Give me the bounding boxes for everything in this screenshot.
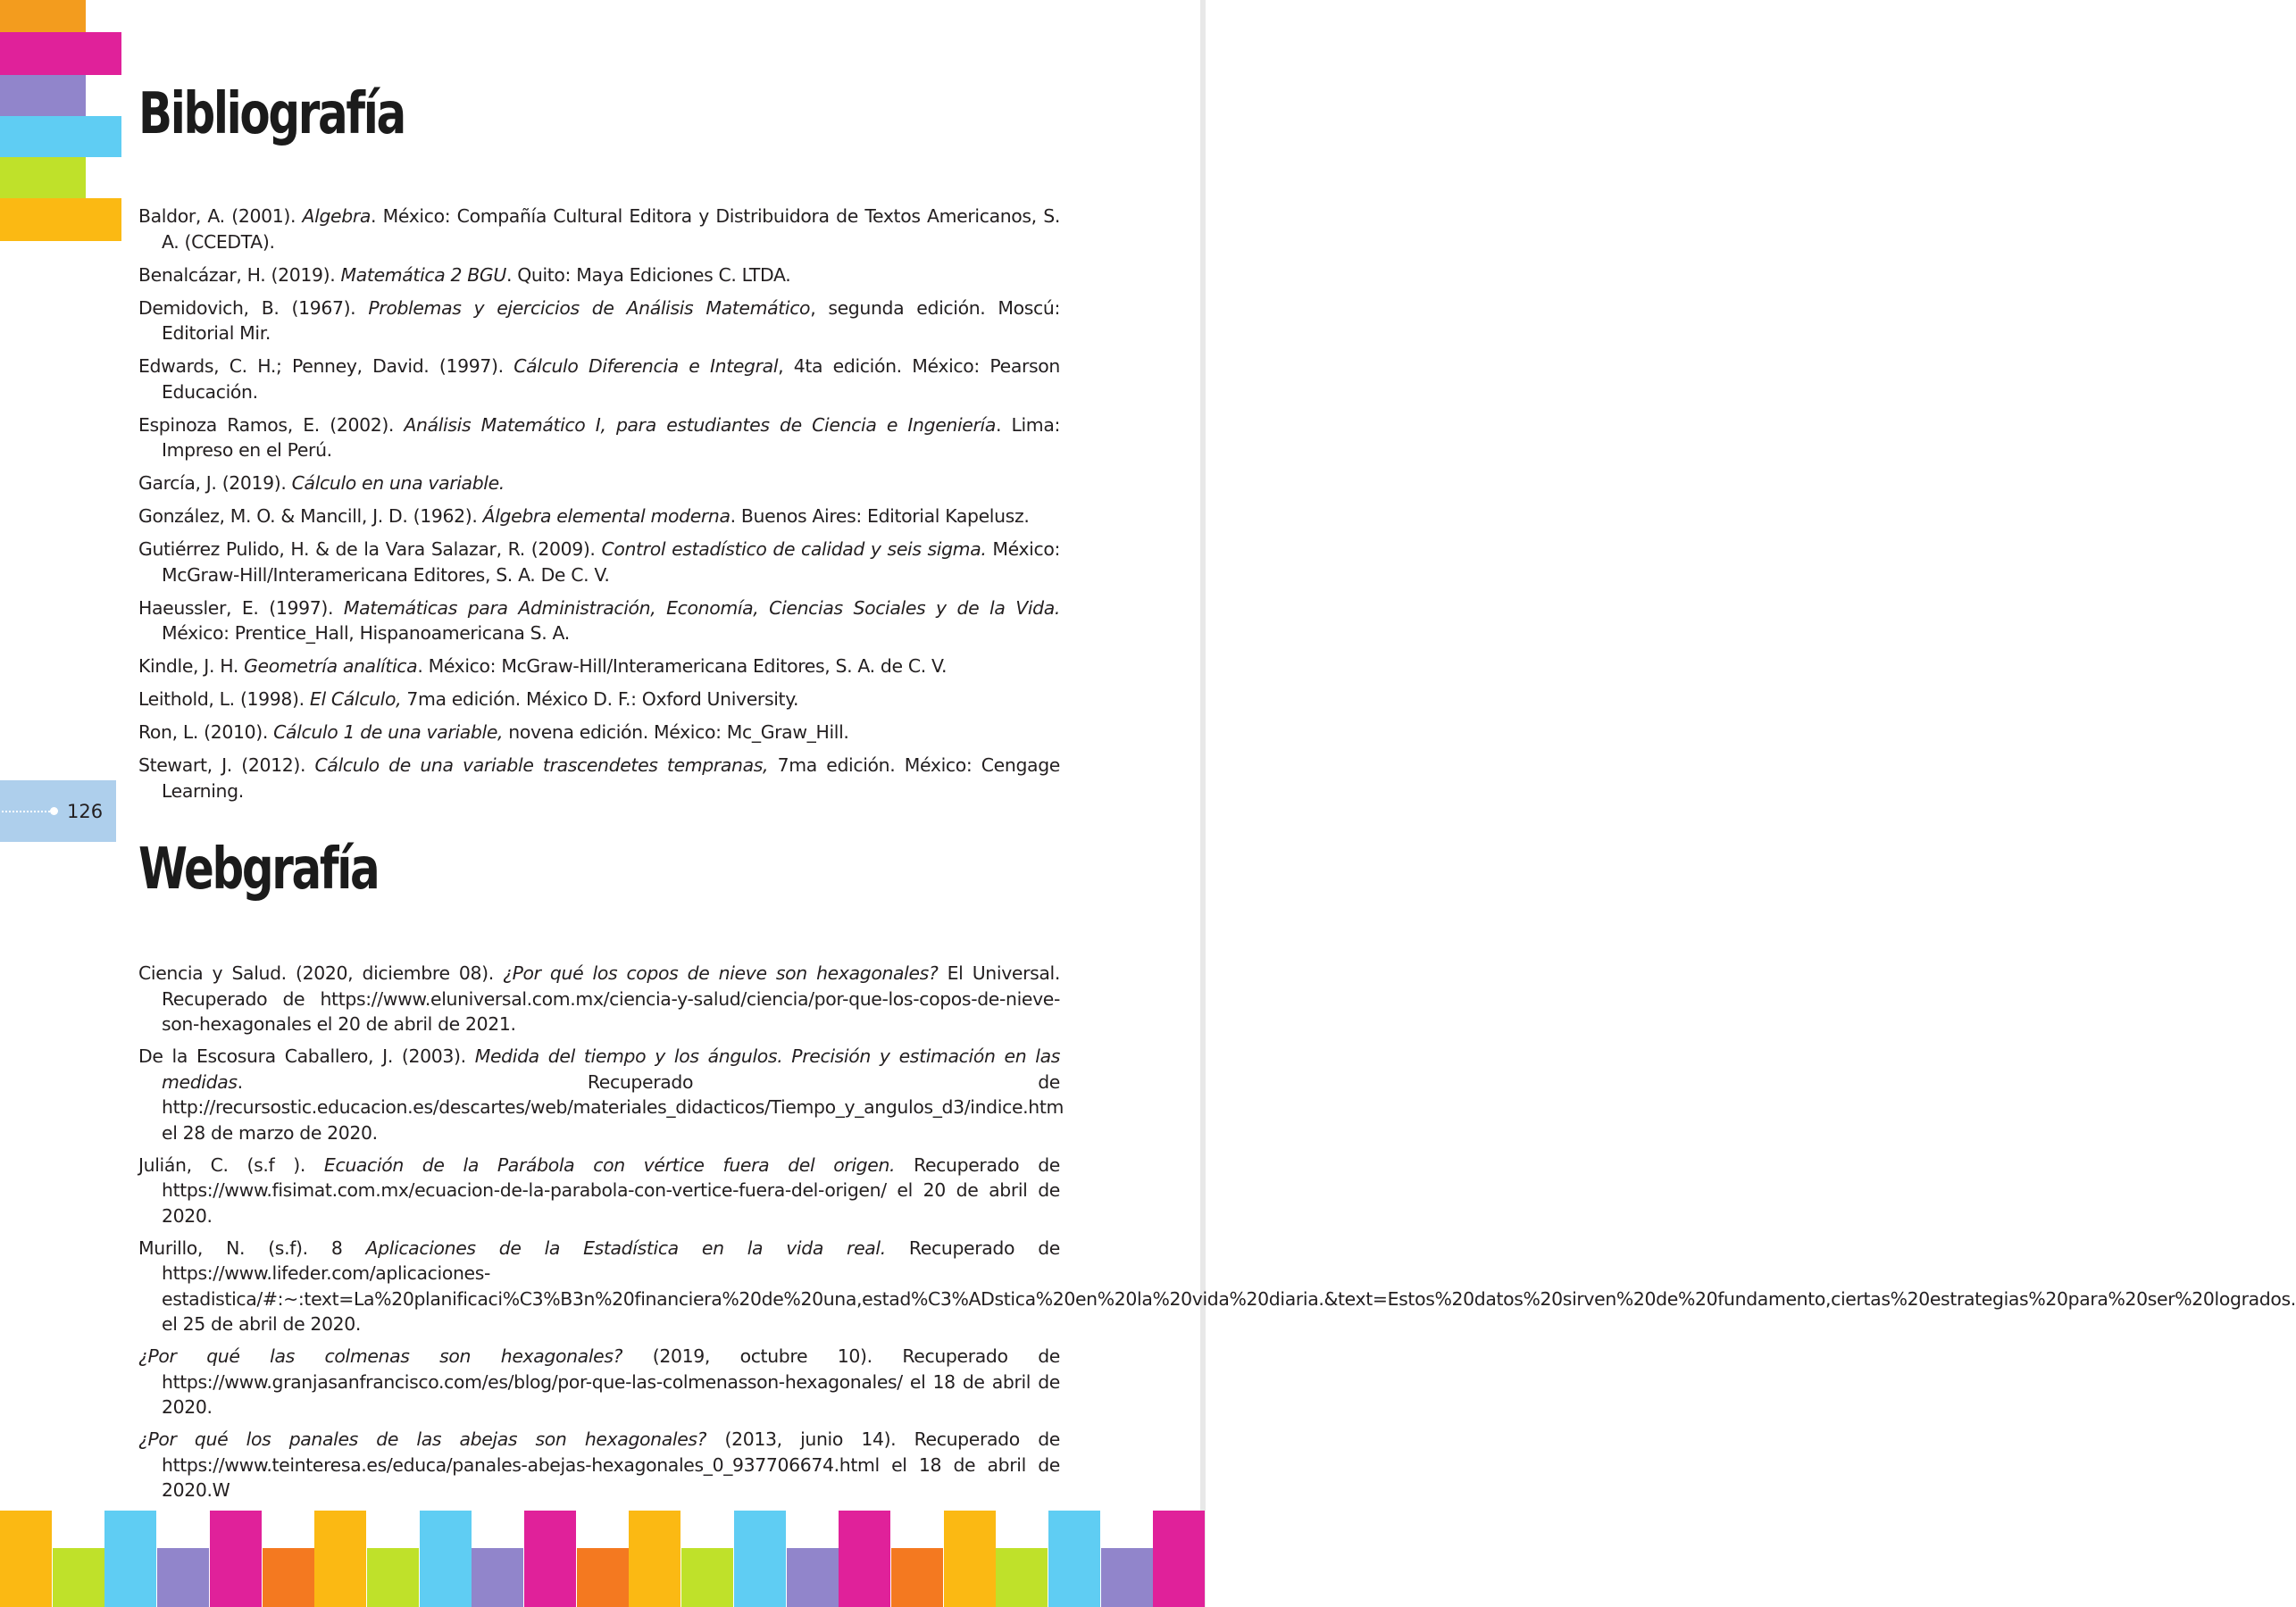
corner-bar-lime [0, 157, 86, 198]
bottom-stripe [0, 1511, 52, 1607]
ref-details: . Buenos Aires: Editorial Kapelusz. [730, 505, 1030, 527]
ref-details: . Lima: Impreso en el Perú. [162, 413, 1060, 461]
ref-authors: Benalcázar, H. (2019). [138, 263, 341, 286]
decorative-bottom-stripes [0, 1511, 1206, 1607]
ref-details: (2013, junio 14). Recuperado de https://www.teinteresa.es/educa/panales-abejas-hexagonales_0_937706674.html el 18 de abril de 2020.W [162, 1428, 1061, 1501]
bibliography-list [138, 204, 1060, 812]
webgraphy-entry [138, 1344, 1060, 1420]
bottom-stripe [367, 1548, 419, 1607]
tab-dotted-line [2, 811, 50, 812]
bibliography-entry [138, 262, 1060, 288]
bibliography-entry [138, 354, 1060, 404]
ref-authors: Leithold, L. (1998). [138, 688, 310, 710]
ref-details: , segunda edición. Moscú: Editorial Mir. [162, 296, 1061, 344]
bibliography-heading: Bibliografía [138, 81, 405, 147]
bottom-stripe [53, 1548, 104, 1607]
page-number-tab [0, 780, 116, 842]
ref-title: El Cálculo, [309, 688, 402, 710]
bibliography-entry [138, 720, 1060, 745]
ref-title: Matemática 2 BGU [340, 263, 506, 286]
bibliography-entry [138, 537, 1060, 587]
ref-authors: García, J. (2019). [138, 472, 292, 494]
bottom-stripe [472, 1548, 523, 1607]
page-number: 126 [67, 800, 104, 822]
bottom-stripe [734, 1511, 786, 1607]
ref-title: Algebra [302, 205, 372, 227]
ref-title: Matemáticas para Administración, Economía, Ciencias Sociales y de la Vida. [343, 596, 1061, 619]
ref-title: Control estadístico de calidad y seis sigma. [601, 538, 987, 560]
ref-title: Problemas y ejercicios de Análisis Matemático [368, 296, 811, 319]
ref-details: (2019, octubre 10). Recuperado de https://www.granjasanfrancisco.com/es/blog/por-que-las-colmenasson-hexagonales/ el 18 de abril de 2020. [162, 1345, 1060, 1418]
ref-authors: Haeussler, E. (1997). [138, 596, 344, 619]
bottom-stripe [420, 1511, 472, 1607]
ref-authors: Baldor, A. (2001). [138, 205, 303, 227]
ref-details: , 4ta edición. México: Pearson Educación. [162, 355, 1060, 403]
webgraphy-list [138, 961, 2296, 1510]
ref-details: México: Prentice_Hall, Hispanoamericana S. A. [162, 622, 570, 644]
bottom-stripe [996, 1548, 1048, 1607]
bottom-stripe [263, 1548, 314, 1607]
webgraphy-entry [138, 1236, 2296, 1337]
bibliography-entry [138, 654, 1060, 679]
ref-authors: De la Escosura Caballero, J. (2003). [138, 1045, 475, 1067]
ref-details: . Quito: Maya Ediciones C. LTDA. [505, 263, 791, 286]
ref-authors: Murillo, N. (s.f). 8 [138, 1236, 366, 1259]
ref-title: Medida del tiempo y los ángulos. Precisión y estimación en las medidas [162, 1045, 1061, 1093]
webgraphy-entry [138, 1427, 1060, 1503]
ref-title: ¿Por qué las colmenas son hexagonales? [138, 1345, 623, 1367]
corner-bar-magenta [0, 32, 121, 75]
ref-authors: Gutiérrez Pulido, H. & de la Vara Salazar, R. (2009). [138, 538, 602, 560]
bottom-stripe [944, 1511, 996, 1607]
bibliography-entry [138, 753, 1060, 804]
ref-details: . México: McGraw-Hill/Interamericana Editores, S. A. de C. V. [417, 655, 948, 677]
bottom-stripe [157, 1548, 209, 1607]
ref-details: Recuperado de https://www.lifeder.com/aplicaciones-estadistica/#:~:text=La%20planificaci%C3%B3n%20financiera%20de%20una,estad%C3%ADstica%20en%20la%20vida%20diaria.&text=Estos%20datos%20sirven%20de%20fundamento,ciertas%20estrategias%20para%20ser%20logrados. el 25 de abril de 2020. [162, 1236, 2296, 1335]
bottom-stripe [524, 1511, 576, 1607]
bottom-stripe [787, 1548, 839, 1607]
ref-title: Cálculo 1 de una variable, [273, 721, 504, 743]
ref-title: Cálculo en una variable. [291, 472, 505, 494]
bibliography-entry [138, 412, 1060, 463]
ref-title: Cálculo de una variable trascendetes tempranas, [314, 754, 769, 776]
ref-details: México: McGraw-Hill/Interamericana Editores, S. A. De C. V. [162, 538, 1061, 586]
bottom-stripe [839, 1511, 890, 1607]
webgraphy-entry [138, 961, 1060, 1037]
ref-authors: Ron, L. (2010). [138, 721, 274, 743]
bottom-stripe [104, 1511, 156, 1607]
corner-bar-yellow [0, 198, 121, 241]
bottom-stripe [1153, 1511, 1205, 1607]
webgraphy-heading: Webgrafía [138, 837, 379, 903]
ref-title: Aplicaciones de la Estadística en la vida real. [365, 1236, 886, 1259]
corner-bar-purple [0, 75, 86, 116]
bibliography-entry [138, 595, 1060, 646]
corner-bar-orange [0, 0, 86, 32]
bottom-stripe [314, 1511, 366, 1607]
ref-details: novena edición. México: Mc_Graw_Hill. [503, 721, 849, 743]
ref-details: 7ma edición. México D. F.: Oxford University. [401, 688, 799, 710]
ref-authors: Ciencia y Salud. (2020, diciembre 08). [138, 962, 504, 984]
tab-dot [50, 807, 58, 815]
page-edge-shadow [1200, 0, 1206, 1607]
bottom-stripe [1048, 1511, 1100, 1607]
bibliography-entry [138, 296, 1060, 346]
bottom-stripe [629, 1511, 680, 1607]
ref-details: . México: Compañía Cultural Editora y Distribuidora de Textos Americanos, S. A. (CCEDTA). [162, 205, 1060, 253]
bottom-stripe [210, 1511, 262, 1607]
ref-title: Geometría analítica [244, 655, 418, 677]
bottom-stripe [577, 1548, 629, 1607]
ref-authors: Kindle, J. H. [138, 655, 245, 677]
ref-title: Ecuación de la Parábola con vértice fuera del origen. [323, 1153, 896, 1176]
bibliography-entry [138, 687, 1060, 712]
bibliography-entry [138, 470, 1060, 496]
ref-details: . Recuperado de http://recursostic.educacion.es/descartes/web/materiales_didacticos/Tiempo_y_angulos_d3/indice.htm el 28 de marzo de 2020. [162, 1070, 1065, 1144]
bottom-stripe [1101, 1548, 1153, 1607]
ref-title: ¿Por qué los copos de nieve son hexagonales? [503, 962, 939, 984]
ref-authors: Demidovich, B. (1967). [138, 296, 369, 319]
corner-bar-cyan [0, 116, 121, 157]
ref-authors: González, M. O. & Mancill, J. D. (1962). [138, 505, 483, 527]
ref-title: Análisis Matemático I, para estudiantes de Ciencia e Ingeniería [404, 413, 996, 436]
bottom-stripe [891, 1548, 943, 1607]
bottom-stripe [681, 1548, 733, 1607]
ref-title: Cálculo Diferencia e Integral [513, 355, 779, 377]
webgraphy-entry [138, 1044, 1065, 1145]
ref-details: Recuperado de https://www.fisimat.com.mx/ecuacion-de-la-parabola-con-vertice-fuera-del-origen/ el 20 de abril de 2020. [162, 1153, 1060, 1227]
ref-authors: Julián, C. (s.f ). [138, 1153, 324, 1176]
ref-authors: Edwards, C. H.; Penney, David. (1997). [138, 355, 514, 377]
webgraphy-entry [138, 1153, 1060, 1229]
ref-authors: Stewart, J. (2012). [138, 754, 315, 776]
bibliography-entry [138, 504, 1060, 529]
bibliography-entry [138, 204, 1060, 254]
ref-details: El Universal. Recuperado de https://www.eluniversal.com.mx/ciencia-y-salud/ciencia/por-que-los-copos-de-nieve-son-hexagonales el 20 de abril de 2021. [162, 962, 1060, 1035]
ref-title: Álgebra elemental moderna [482, 505, 731, 527]
ref-details: 7ma edición. México: Cengage Learning. [162, 754, 1060, 802]
ref-title: ¿Por qué los panales de las abejas son hexagonales? [138, 1428, 707, 1450]
ref-authors: Espinoza Ramos, E. (2002). [138, 413, 405, 436]
